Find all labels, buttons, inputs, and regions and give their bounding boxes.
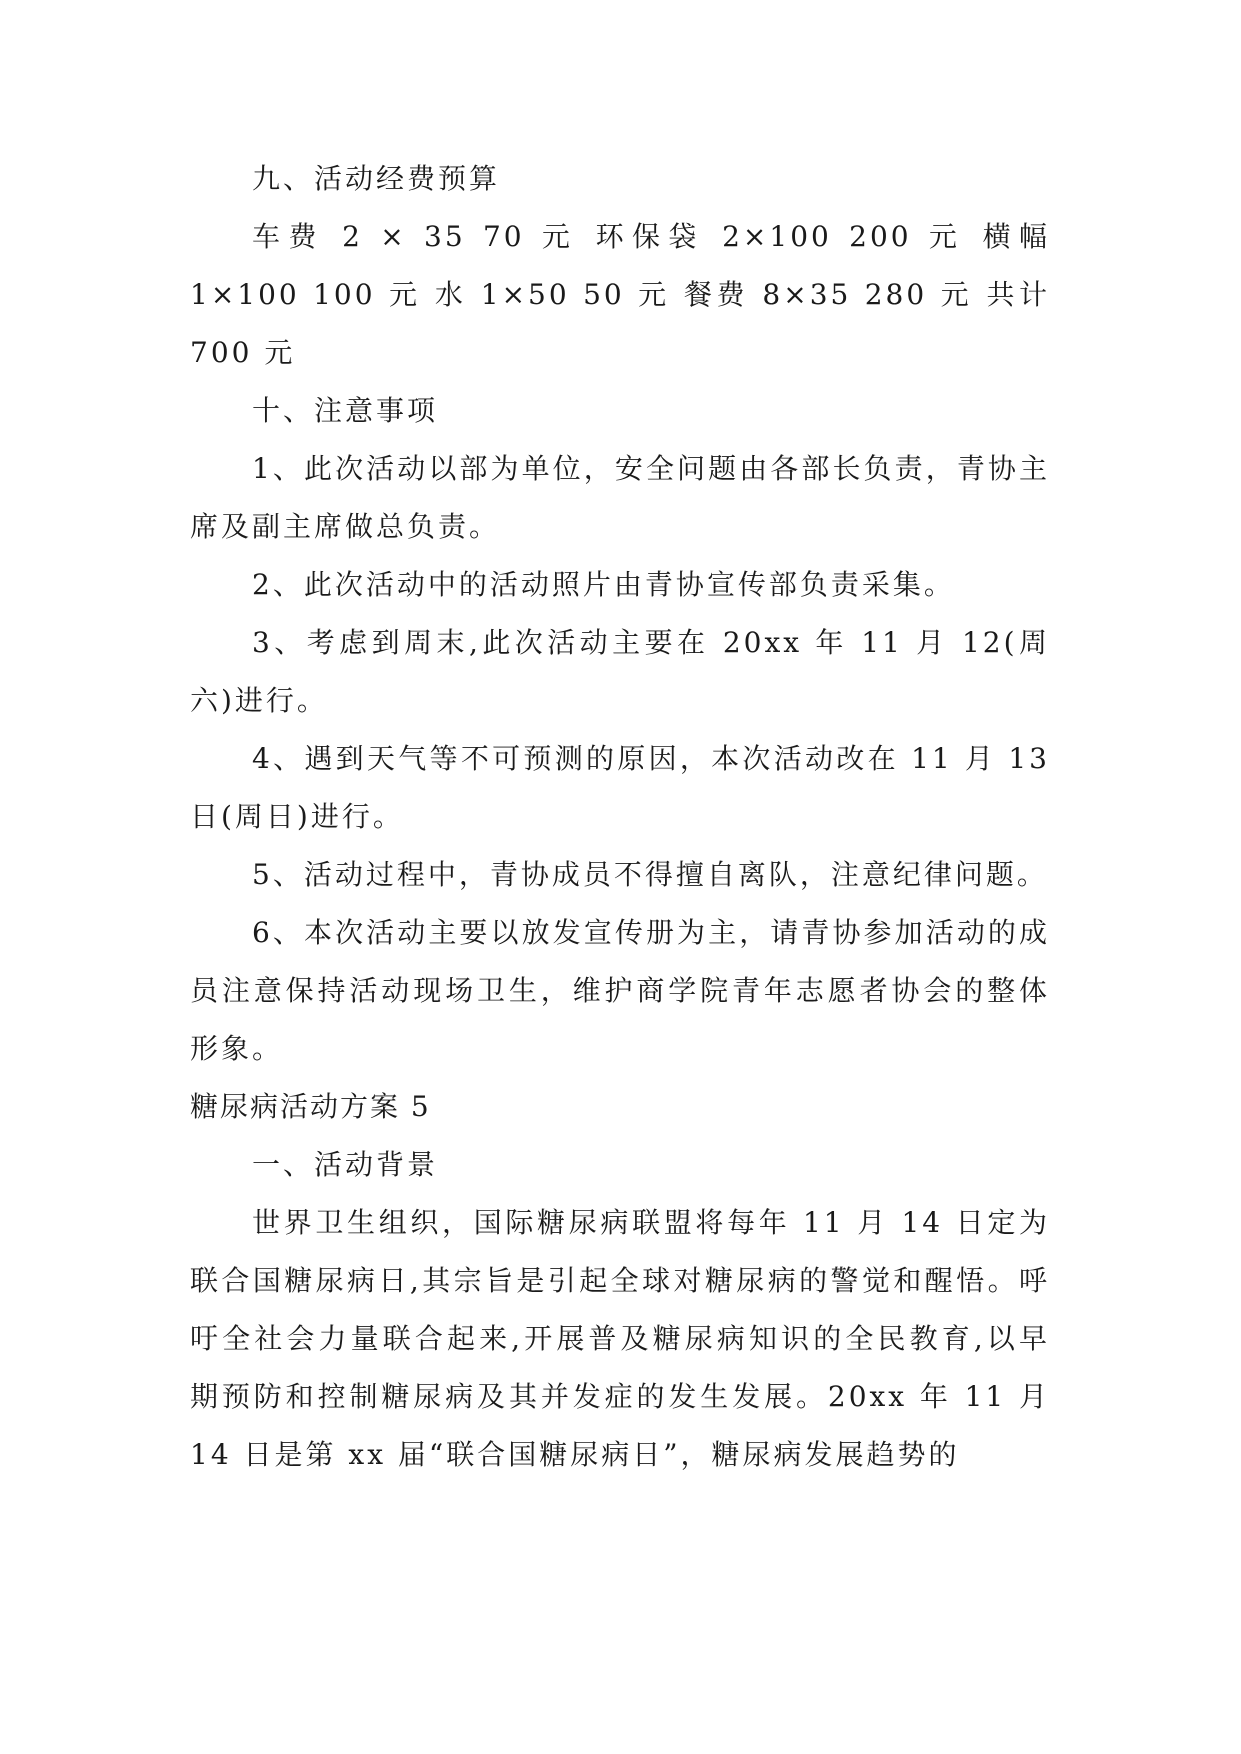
note-item-1: 1、此次活动以部为单位，安全问题由各部长负责，青协主席及副主席做总负责。 xyxy=(190,452,1050,543)
background-paragraph: 世界卫生组织，国际糖尿病联盟将每年 11 月 14 日定为联合国糖尿病日,其宗旨是引起全球对糖尿病的警觉和醒悟。呼吁全社会力量联合起来,开展普及糖尿病知识的全民教育,以早期预防和控制糖尿病及其并发症的发生发展。20xx 年 11 月 14 日是第 xx 届“联合国糖尿病日”，糖尿病发展趋势的 xyxy=(190,1206,1050,1471)
budget-details: 车费 2 × 35 70 元 环保袋 2×100 200 元 横幅 1×100 100 元 水 1×50 50 元 餐费 8×35 280 元 共计 700 元 xyxy=(190,220,1050,369)
section-heading-budget: 九、活动经费预算 xyxy=(252,162,501,195)
note-item-6: 6、本次活动主要以放发宣传册为主，请青协参加活动的成员注意保持活动现场卫生，维护商学院青年志愿者协会的整体形象。 xyxy=(190,916,1050,1065)
note-item-4: 4、遇到天气等不可预测的原因，本次活动改在 11 月 13 日(周日)进行。 xyxy=(190,742,1050,833)
document-body xyxy=(190,150,1050,1484)
note-item-3: 3、考虑到周末,此次活动主要在 20xx 年 11 月 12(周六)进行。 xyxy=(190,626,1050,717)
note-item-5: 5、活动过程中，青协成员不得擅自离队，注意纪律问题。 xyxy=(252,858,1048,891)
note-item-2: 2、此次活动中的活动照片由青协宣传部负责采集。 xyxy=(252,568,955,601)
section-heading-background: 一、活动背景 xyxy=(252,1148,439,1181)
plan-title: 糖尿病活动方案 5 xyxy=(190,1090,431,1123)
section-heading-notes: 十、注意事项 xyxy=(252,394,439,427)
